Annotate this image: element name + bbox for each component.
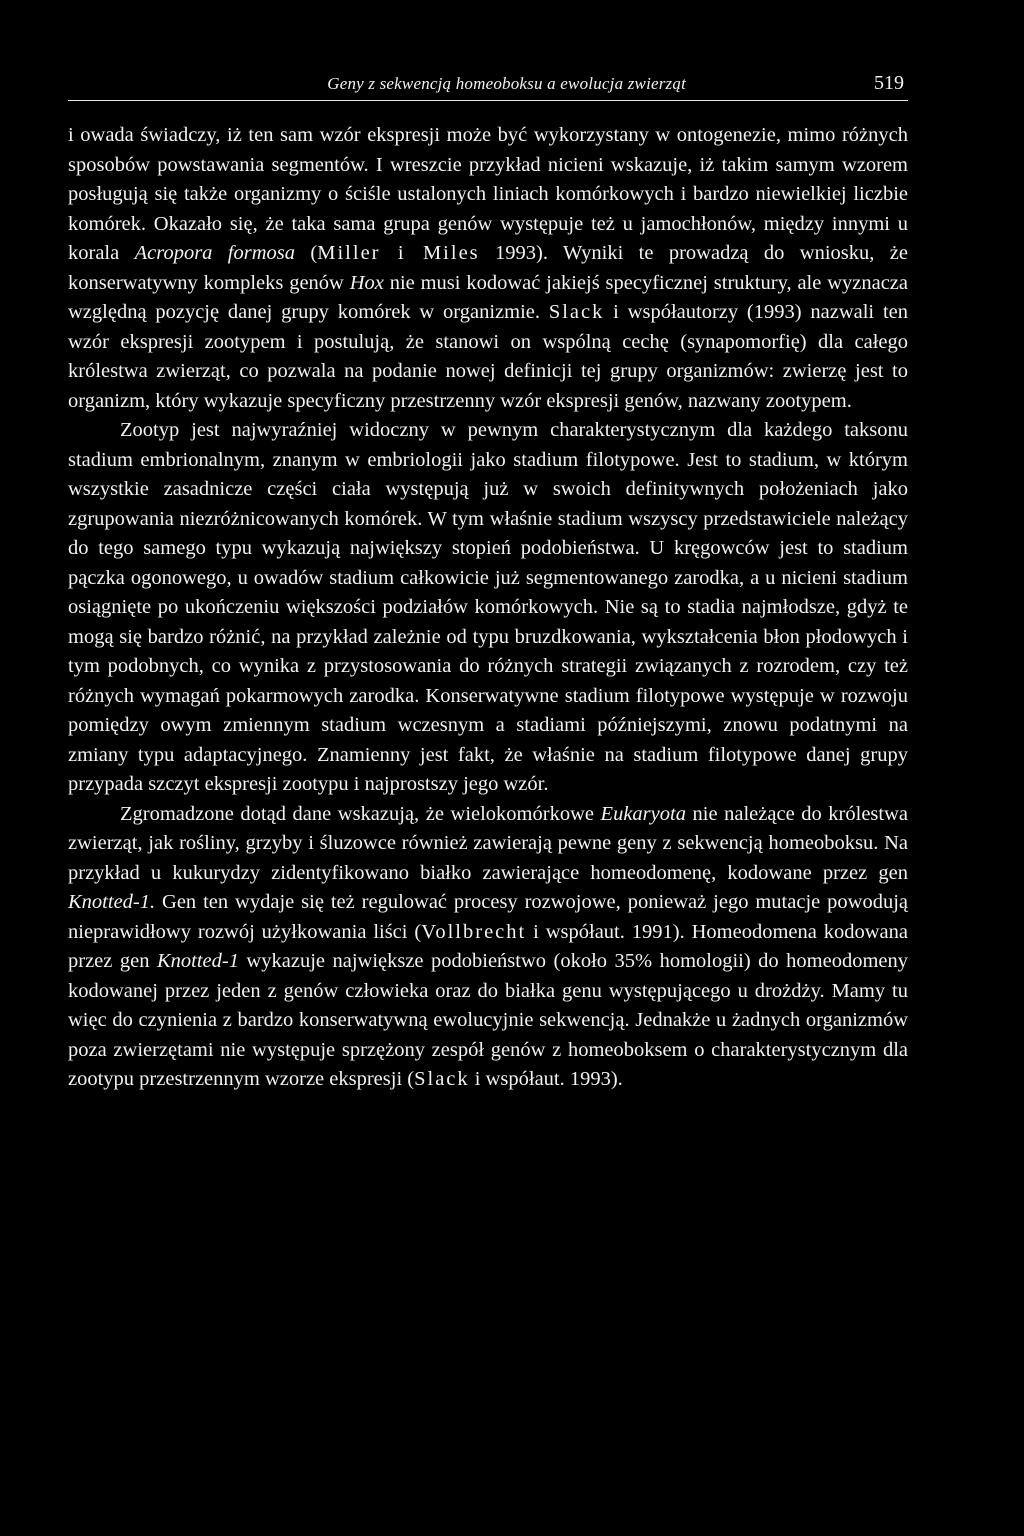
text-run: i współaut. 1991). Homeodomena kodowana przez gen <box>68 920 908 972</box>
spaced-author-name: Slack <box>414 1068 470 1090</box>
spaced-author-name: Vollbrecht <box>421 920 527 943</box>
paragraph <box>68 121 908 416</box>
text-run: ( <box>295 242 318 264</box>
text-run: i owada świadczy, iż ten sam wzór ekspresji może być wykorzystany w ontogenezie, mimo różnych sposobów powstawania segmentów. I wreszcie przykład nicieni wskazuje, iż takim samym wzorem posługują się także organizmy o ściśle ustalonych liniach komórkowych i bardzo niewielkiej liczbie komórek. Okazało się, że taka sama grupa genów występuje też u jamochłonów, między innymi u korala <box>68 124 908 264</box>
paragraph <box>68 416 908 800</box>
running-header <box>68 70 908 101</box>
text-run: Gen ten wydaje się też regulować procesy rozwojowe, ponieważ jego mutacje powodują nieprawidłowy rozwój użyłkowania liści ( <box>68 891 908 943</box>
text-run: wykazuje największe podobieństwo (około 35% homologii) do homeodomeny kodowanej przez jeden z genów człowieka oraz do białka genu występującego u drożdży. Mamy tu więc do czynienia z bardzo konserwatywną ewolucyjnie sekwencją. Jednakże u żadnych organizmów poza zwierzętami nie występuje sprzężony zespół genów z homeoboksem o charakterystycznym dla zootypu przestrzennym wzorze ekspresji ( <box>68 950 908 1090</box>
italic-term: Eukaryota <box>600 802 686 825</box>
text-run: i współautorzy (1993) nazwali ten wzór ekspresji zootypem i postulują, że stanowi on wspólną cechę (synapomorfię) dla całego królestwa zwierząt, co pozwala na podanie nowej definicji tej grupy organizmów: zwierzę jest to organizm, który wykazuje specyficzny przestrzenny wzór ekspresji genów, nazwany zootypem. <box>68 301 908 412</box>
book-page <box>68 70 908 1095</box>
italic-term: Hox <box>349 271 384 294</box>
italic-term: Knotted-1 <box>156 950 239 972</box>
italic-term: Knotted-1. <box>68 891 156 913</box>
text-run: i współaut. 1993). <box>469 1068 623 1090</box>
body-text <box>68 121 908 1095</box>
text-run: nie należące do królestwa zwierząt, jak rośliny, grzyby i śluzowce również zawierają pewne geny z sekwencją homeoboksu. Na przykład u kukurydzy zidentyfikowano białko zawierające homeodomenę, kodowane przez gen <box>68 802 908 884</box>
italic-term: Acropora formosa <box>134 242 296 264</box>
page-number: 519 <box>874 72 904 94</box>
text-run: Zgromadzone dotąd dane wskazują, że wielokomórkowe <box>120 802 601 825</box>
running-title: Geny z sekwencją homeoboksu a ewolucja zwierząt <box>327 74 686 93</box>
spaced-author-name: Miller i Miles <box>317 242 480 264</box>
text-run: nie musi kodować jakiejś specyficznej struktury, ale wyznacza względną pozycję danej grupy komórek w organizmie. <box>68 271 908 323</box>
paragraph <box>68 800 908 1095</box>
text-run: 1993). Wyniki te prowadzą do wniosku, że konserwatywny kompleks genów <box>68 242 908 294</box>
spaced-author-name: Slack <box>548 301 605 323</box>
text-run: Zootyp jest najwyraźniej widoczny w pewnym charakterystycznym dla każdego taksonu stadium embrionalnym, znanym w embriologii jako stadium filotypowe. Jest to stadium, w którym wszystkie zasadnicze części ciała występują już w swoich definitywnych położeniach jako zgrupowania niezróżnicowanych komórek. W tym właśnie stadium wszyscy przedstawiciele należący do tego samego typu wykazują największy stopień podobieństwa. U kręgowców jest to stadium pączka ogonowego, u owadów stadium całkowicie już segmentowanego zarodka, a u nicieni stadium osiągnięte po ukończeniu większości podziałów komórkowych. Nie są to stadia najmłodsze, gdyż te mogą się bardzo różnić, na przykład zależnie od typu bruzdkowania, wykształcenia błon płodowych i tym podobnych, co wynika z przystosowania do różnych strategii związanych z rozrodem, czy też różnych wymagań pokarmowych zarodka. Konserwatywne stadium filotypowe występuje w rozwoju pomiędzy owym zmiennym stadium wczesnym a stadiami późniejszymi, znowu podatnymi na zmiany typu adaptacyjnego. Znamienny jest fakt, że właśnie na stadium filotypowe danej grupy przypada szczyt ekspresji zootypu i najprostszy jego wzór. <box>68 419 908 795</box>
